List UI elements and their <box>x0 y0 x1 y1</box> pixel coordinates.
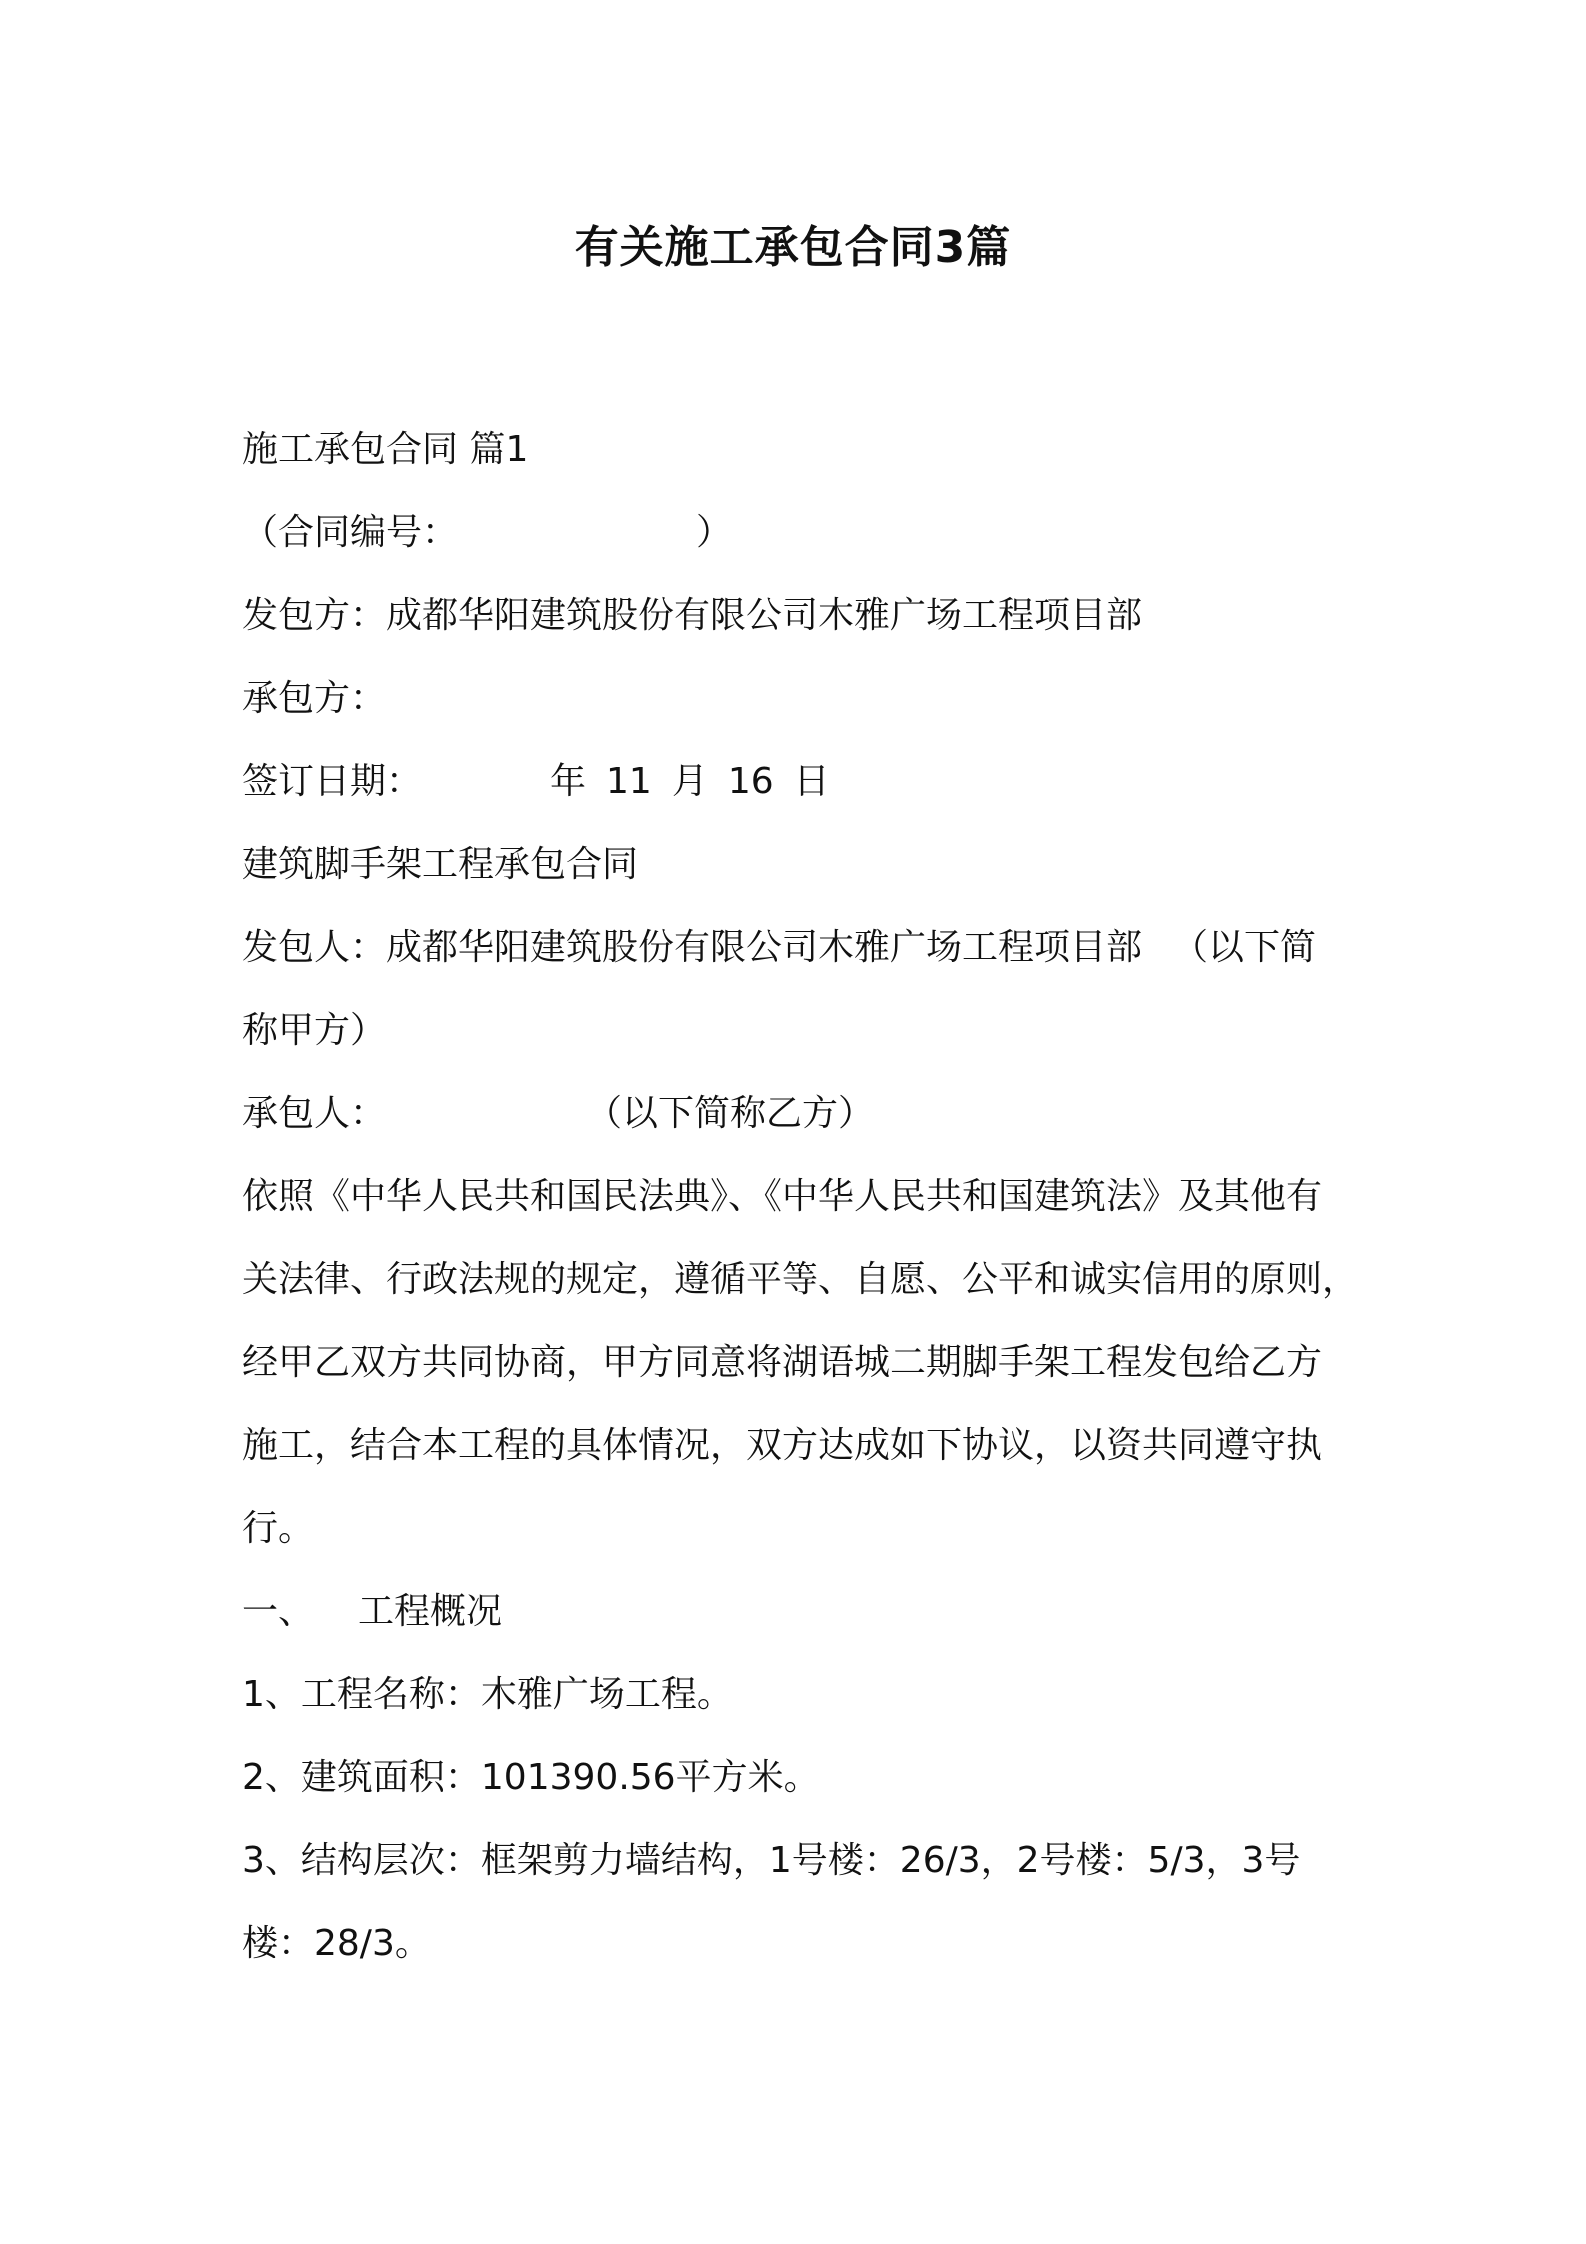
sign-date-month-unit: 月 <box>671 761 708 802</box>
section-1-number: 一、 <box>242 1591 315 1632</box>
party-b-line <box>242 1072 1352 1155</box>
structure-item: 3、结构层次：框架剪力墙结构，1号楼：26/3，2号楼：5/3，3号 <box>242 1840 1301 1881</box>
sign-date-year-unit: 年 <box>550 761 587 802</box>
document-title: 有关施工承包合同3篇 <box>574 222 1012 273</box>
preamble-line: 依照《中华人民共和国民法典》、《中华人民共和国建筑法》及其他有 <box>242 1176 1323 1217</box>
party-a-line-2: 称甲方） <box>242 1010 387 1051</box>
sign-date-day-unit: 日 <box>793 761 830 802</box>
preamble-line: 施工，结合本工程的具体情况，双方达成如下协议，以资共同遵守执 <box>242 1425 1323 1466</box>
section-heading: 施工承包合同 篇1 <box>242 429 529 470</box>
sign-date-month: 11 <box>606 761 652 802</box>
party-b-label: 承包人： <box>242 1093 387 1134</box>
building-area-item: 2、建筑面积：101390.56平方米。 <box>242 1757 820 1798</box>
sign-date-day: 16 <box>727 761 774 802</box>
preamble-line: 关法律、行政法规的规定，遵循平等、自愿、公平和诚实信用的原则， <box>242 1259 1359 1300</box>
sign-date-line <box>242 740 1352 823</box>
contractor-line: 承包方： <box>242 678 387 719</box>
party-a-text: 发包人：成都华阳建筑股份有限公司木雅广场工程项目部 <box>242 927 1143 968</box>
contract-subtitle: 建筑脚手架工程承包合同 <box>242 844 639 885</box>
document-body <box>242 408 1359 1985</box>
preamble-line: 行。 <box>242 1508 315 1549</box>
section-1-title: 工程概况 <box>358 1591 503 1632</box>
party-b-suffix: （以下简称乙方） <box>586 1093 875 1134</box>
sign-date-label: 签订日期： <box>242 761 423 802</box>
project-name-item: 1、工程名称：木雅广场工程。 <box>242 1674 733 1715</box>
section-1-heading <box>242 1570 1352 1653</box>
contract-number-close: ） <box>696 512 733 553</box>
preamble-line: 经甲乙双方共同协商，甲方同意将湖语城二期脚手架工程发包给乙方 <box>242 1342 1323 1383</box>
structure-item-continued: 楼：28/3。 <box>242 1923 431 1964</box>
contract-number-line <box>242 491 1352 574</box>
contract-number-label: （合同编号： <box>242 512 459 553</box>
issuer-line: 发包方：成都华阳建筑股份有限公司木雅广场工程项目部 <box>242 595 1143 636</box>
party-a-line <box>242 906 1352 989</box>
party-a-suffix: （以下简 <box>1172 927 1317 968</box>
